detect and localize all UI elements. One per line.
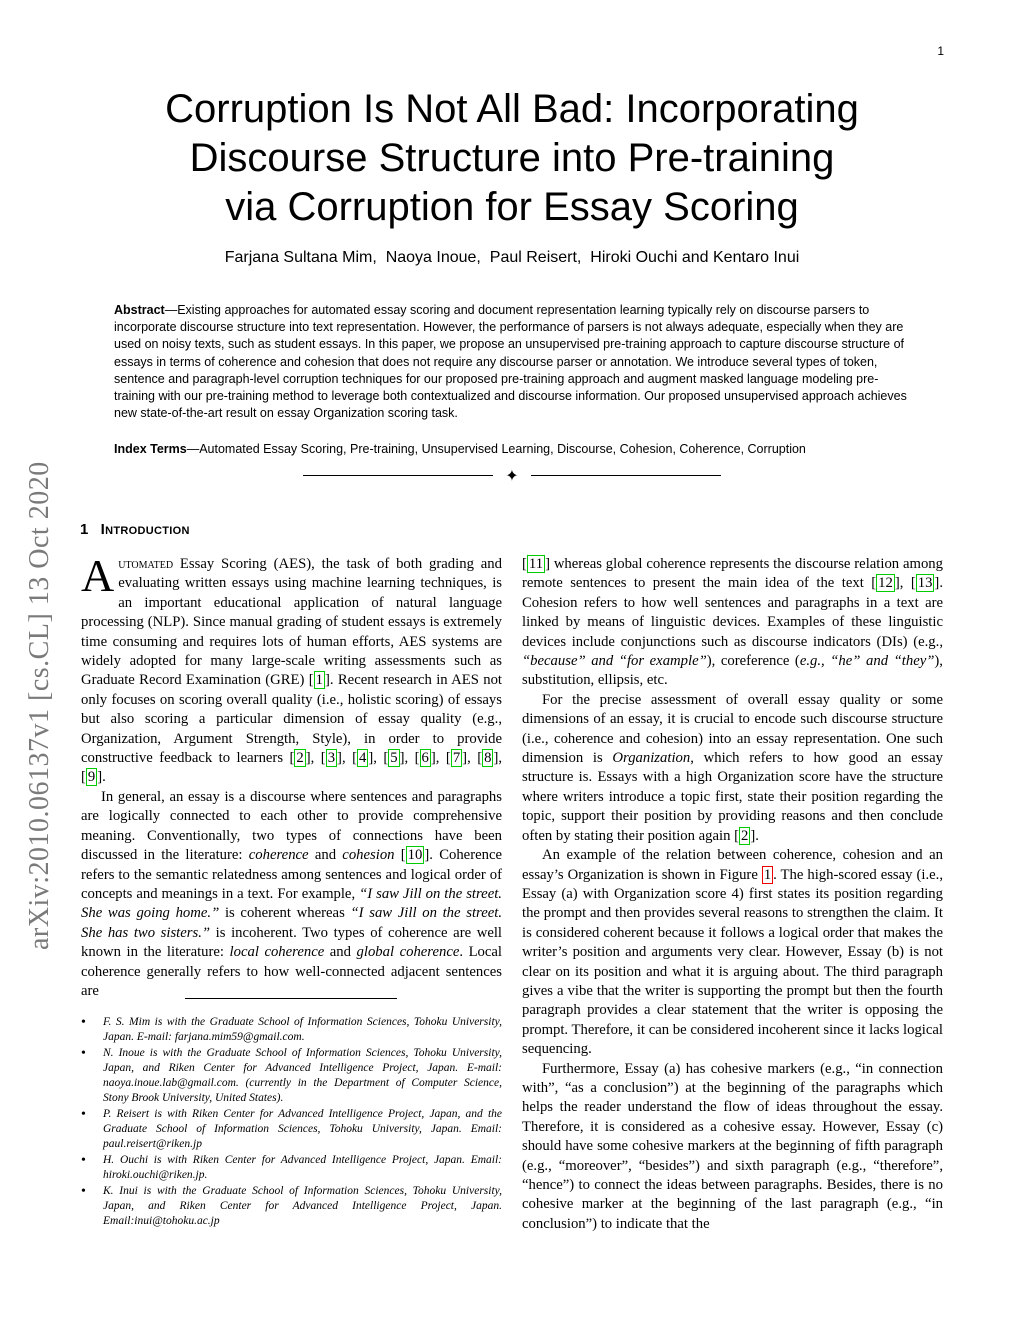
title-line: Discourse Structure into Pre-training xyxy=(189,136,835,180)
citation-link[interactable]: 11 xyxy=(528,556,544,572)
drop-cap: A xyxy=(81,550,115,601)
author-list xyxy=(110,249,914,267)
abstract xyxy=(114,302,910,422)
paragraph: For the precise assessment of overall essay quality or some dimensions of an essay, it is crucial to encode such discourse structure (i.e., coherence and cohesion) into an essay representation. One such dimension is Organization, which refers to how good an essay structure is. Essays with a high Organization score have the structure where writers introduce a topic first, state their position regarding the topic, support their position by providing reasons and then conclude often by stating their position again [ 2 ]. xyxy=(522,691,943,844)
separator-line xyxy=(531,475,721,476)
paper-title xyxy=(110,85,914,232)
footnote-item: • P. Reisert is with Riken Center for Advanced Intelligence Project, Japan, and the Graduate School of Information Sciences, Tohoku University, Japan. Email: paul.reisert@riken.jp xyxy=(81,1107,502,1152)
citation-link[interactable]: 13 xyxy=(917,575,933,592)
keyword: , Coherence xyxy=(672,442,740,456)
body-column-right xyxy=(522,555,943,1234)
paragraph: In general, an essay is a discourse where sentences and paragraphs are logically connected to each other to provide comprehensive meaning. Conventionally, two types of connections have been discussed in the literature: coherence and cohesion [ 10 ]. Coherence refers to the semantic relatedness among sentences and logical order of concepts and meanings in a text. For example, “I saw Jill on the street. She was going home.” is coherent whereas “I saw Jill on the street. She has two sisters.” is incoherent. Two types of coherence are well known in the literature: local coherence and global coherence. Local coherence generally refers to how well-connected adjacent sentences are xyxy=(81,788,503,999)
author: , Hiroki Ouchi xyxy=(577,249,677,266)
citation-link[interactable]: 7 xyxy=(452,750,461,767)
citation-link[interactable]: 4 xyxy=(358,750,367,767)
index-terms-label: Index Terms xyxy=(114,442,187,456)
footnote-item: • N. Inoue is with the Graduate School of Information Sciences, Tohoku University, Japan, and Riken Center for Advanced Intelligence Project, Japan. E-mail: naoya.inoue.lab@gmail.com. (currently in the Department of Computer Science, Stony Brook University, United States). xyxy=(81,1046,502,1106)
citation-link[interactable]: 12 xyxy=(878,575,893,592)
paragraph: Furthermore, Essay (a) has cohesive markers (e.g., “in connection with”, “as a conclusion”) at the beginning of the paragraphs which helps the reader understand the flow of ideas throughout the essay. Therefore, it is considered as a cohesive essay. However, Essay (c) should have some cohesive markers at the beginning of fifth paragraph (e.g., “moreover”, “besides”) and sixth paragraph (e.g., “therefore”, “hence”) to connect the ideas between paragraphs. Besides, there is no cohesive marker at the beginning of the last paragraph (e.g., “in conclusion”) to indicate that the xyxy=(522,1060,943,1232)
arxiv-stamp: arXiv:2010.06137v1 [cs.CL] 13 Oct 2020 xyxy=(24,461,55,950)
page-number: 1 xyxy=(937,44,944,58)
footnote-item: • H. Ouchi is with Riken Center for Advanced Intelligence Project, Japan. Email: hiroki.ouchi@riken.jp. xyxy=(81,1153,502,1183)
author-affiliations xyxy=(81,1015,502,1230)
section-heading xyxy=(80,521,190,538)
keyword: , Corruption xyxy=(741,442,806,456)
author: , Naoya Inoue xyxy=(372,249,476,266)
citation-link[interactable]: 3 xyxy=(327,750,336,767)
section-title: Introduction xyxy=(100,521,190,538)
keyword: , Cohesion xyxy=(613,442,673,456)
citation-link[interactable]: 5 xyxy=(390,750,398,767)
citation-link[interactable]: 1 xyxy=(315,672,323,689)
keyword: Automated Essay Scoring xyxy=(199,442,344,456)
author: Farjana Sultana Mim xyxy=(224,249,373,266)
author: , Paul Reisert xyxy=(476,249,577,266)
citation-link[interactable]: 2 xyxy=(296,750,304,767)
citation-link[interactable]: 2 xyxy=(741,827,749,844)
citation-link[interactable]: 9 xyxy=(87,769,96,786)
abstract-text: —Existing approaches for automated essay scoring and document representation learning typically rely on discourse parsers to incorporate discourse structure into text representation. However, the performance of parsers is not always adequate, especially when they are used on noisy texts, such as student essays. In this paper, we propose an unsupervised pre-training approach to capture discourse structure of essays in terms of coherence and cohesion that does not require any discourse parser or annotation. We introduce several types of token, sentence and paragraph-level corruption techniques for our proposed pre-training approach and augment masked language modeling pre-training with our pre-training method to leverage both contextualized and discourse information. Our proposed unsupervised approach achieves new state-of-the-art result on essay Organization scoring task. xyxy=(114,303,907,421)
title-line: Corruption Is Not All Bad: Incorporating xyxy=(165,87,859,131)
citation-link[interactable]: 8 xyxy=(484,750,492,767)
footnote-rule xyxy=(185,998,397,999)
keyword: , Unsupervised Learning xyxy=(415,442,551,456)
paragraph: An example of the relation between coherence, cohesion and an essay’s Organization is shown in Figure 1 . The high-scored essay (i.e., Essay (a) with Organization score 4) first states its position regarding the prompt and then provides several reasons to strengthen the claim. It is considered coherent because it follows a logical order that makes the writer’s position and arguments very clear. However, Essay (b) is not clear on its position and what it is arguing about. The third paragraph gives a vibe that the writer is supporting the prompt but then the fourth paragraph provides a clear statement that the writer is opposing the prompt. Therefore, it can be considered incoherent since it lacks logical sequencing. xyxy=(522,847,943,1058)
body-column-left xyxy=(81,550,503,1001)
title-line: via Corruption for Essay Scoring xyxy=(225,185,799,229)
diamond-ornament-icon: ✦ xyxy=(505,466,519,485)
citation-link[interactable]: 6 xyxy=(421,750,429,767)
section-separator xyxy=(300,466,724,485)
figure-link[interactable]: 1 xyxy=(763,866,772,883)
abstract-label: Abstract xyxy=(114,303,165,317)
citation-link[interactable]: 10 xyxy=(407,847,423,864)
paragraph-continuation: [ 11 ] whereas global coherence represents the discourse relation among remote sentences to present the main idea of the text [ 12 ], [ 13 ]. Cohesion refers to how well sentences and paragraphs in a text are linked by means of linguistic devices. Examples of these linguistic devices include conjunctions such as discourse indicators (DIs) (e.g., “because” and “for example”), coreference (e.g., “he” and “they”), substitution, ellipsis, etc. xyxy=(522,556,943,689)
index-terms-dash: — xyxy=(186,442,200,456)
paragraph: Automated Essay Scoring (AES), the task of both grading and evaluating written essays using machine learning techniques, is an important educational application of natural language processing (NLP). Since manual grading of student essays is extremely time consuming and requires lots of human efforts, AES systems are widely adopted for many large-scale writing assessments such as Graduate Record Examination (GRE) [ 1 ]. Recent research in AES not only focuses on scoring overall quality (i.e., holistic scoring) of essays but also scoring a particular dimension of essay quality (e.g., Organization, Argument Strength, Style), in order to provide constructive feedback to learners [ 2 ], [ 3 ], [ 4 ], [ 5 ], [ 6 ], [ 7 ], [ 8 ], [ 9 ]. xyxy=(81,550,503,786)
keyword: , Pre-training xyxy=(343,442,415,456)
section-number: 1 xyxy=(80,521,89,538)
author: and Kentaro Inui xyxy=(677,249,799,266)
index-terms xyxy=(114,441,910,458)
footnote-item: • K. Inui is with the Graduate School of Information Sciences, Tohoku University, Japan, and Riken Center for Advanced Intelligence Project, Japan. Email:inui@tohoku.ac.jp xyxy=(81,1184,502,1229)
separator-line xyxy=(303,475,493,476)
keyword: , Discourse xyxy=(550,442,613,456)
footnote-item: • F. S. Mim is with the Graduate School of Information Sciences, Tohoku University, Japan. E-mail: farjana.mim59@gmail.com. xyxy=(81,1015,502,1045)
